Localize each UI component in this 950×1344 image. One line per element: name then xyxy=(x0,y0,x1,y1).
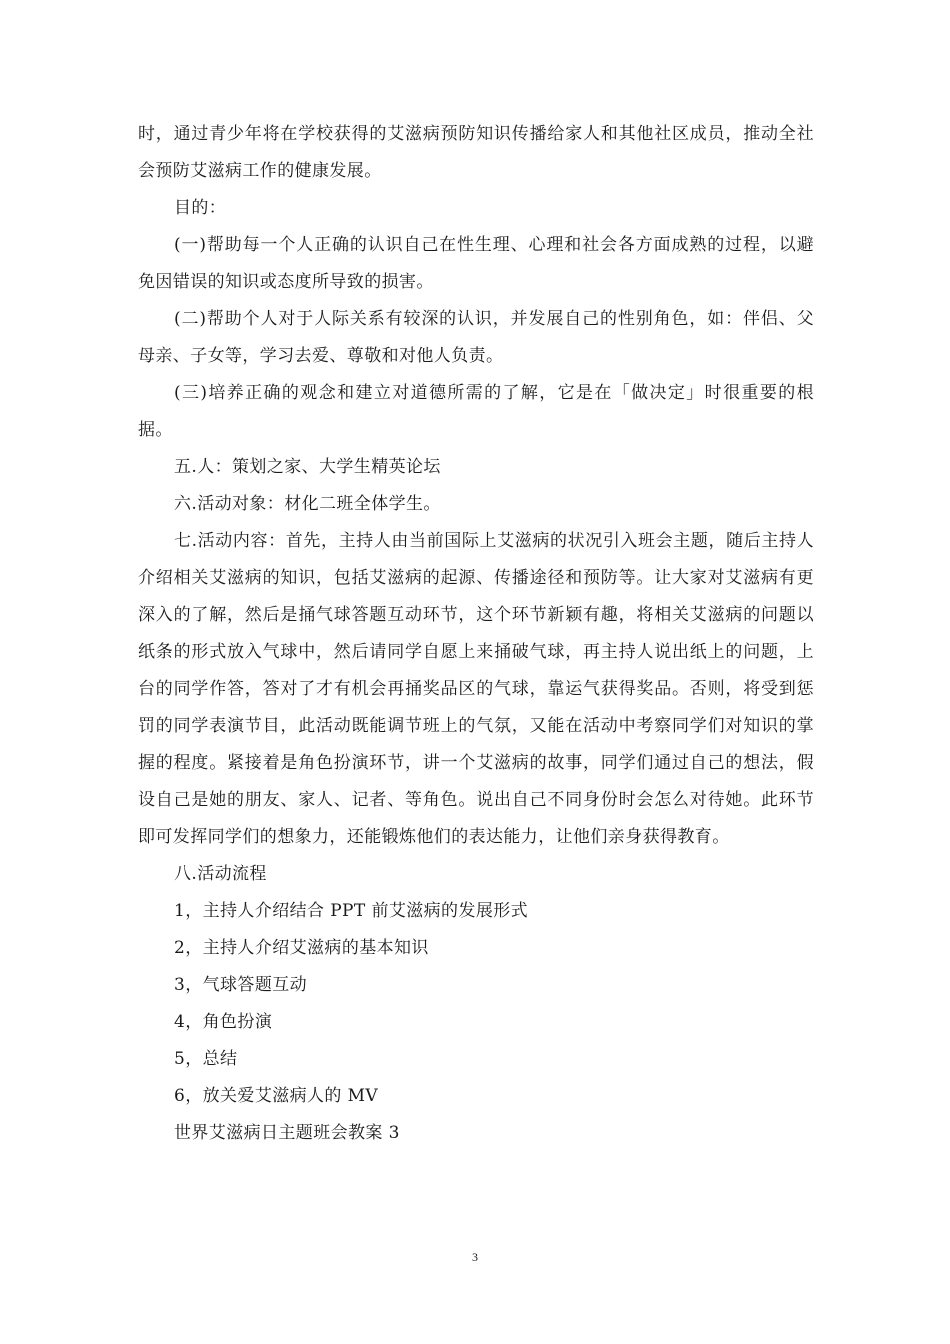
flow-step-5: 5，总结 xyxy=(174,1049,238,1069)
paragraph-section-eight: 八.活动流程 xyxy=(174,864,267,884)
paragraph-section-six: 六.活动对象：材化二班全体学生。 xyxy=(174,494,441,514)
paragraph-purpose-1: (一)帮助每一个人正确的认识自己在性生理、心理和社会各方面成熟的过程，以避免因错误的知识或态度所导致的损害。 xyxy=(138,235,814,292)
page-number: 3 xyxy=(472,1250,478,1264)
paragraph-purpose-heading: 目的： xyxy=(174,198,227,218)
flow-step-2: 2，主持人介绍艾滋病的基本知识 xyxy=(174,938,429,958)
document-body xyxy=(138,116,814,1152)
flow-step-4: 4，角色扮演 xyxy=(174,1012,273,1032)
paragraph-purpose-3: (三)培养正确的观念和建立对道德所需的了解，它是在「做决定」时很重要的根据。 xyxy=(138,383,814,440)
paragraph-continuation: 时，通过青少年将在学校获得的艾滋病预防知识传播给家人和其他社区成员，推动全社会预防艾滋病工作的健康发展。 xyxy=(138,124,814,181)
paragraph-section-seven: 七.活动内容：首先，主持人由当前国际上艾滋病的状况引入班会主题，随后主持人介绍相关艾滋病的知识，包括艾滋病的起源、传播途径和预防等。让大家对艾滋病有更深入的了解，然后是捅气球答题互动环节，这个环节新颖有趣，将相关艾滋病的问题以纸条的形式放入气球中，然后请同学自愿上来捅破气球，再主持人说出纸上的问题，上台的同学作答，答对了才有机会再捅奖品区的气球，靠运气获得奖品。否则，将受到惩罚的同学表演节目，此活动既能调节班上的气氛，又能在活动中考察同学们对知识的掌握的程度。紧接着是角色扮演环节，讲一个艾滋病的故事，同学们通过自己的想法，假设自己是她的朋友、家人、记者、等角色。说出自己不同身份时会怎么对待她。此环节即可发挥同学们的想象力，还能锻炼他们的表达能力，让他们亲身获得教育。 xyxy=(138,531,814,847)
next-section-title: 世界艾滋病日主题班会教案 3 xyxy=(174,1123,400,1143)
paragraph-purpose-2: (二)帮助个人对于人际关系有较深的认识，并发展自己的性别角色，如：伴侣、父母亲、子女等，学习去爱、尊敬和对他人负责。 xyxy=(138,309,814,366)
flow-step-1: 1，主持人介绍结合 PPT 前艾滋病的发展形式 xyxy=(174,901,529,921)
flow-step-6: 6，放关爱艾滋病人的 MV xyxy=(174,1086,379,1106)
flow-step-3: 3，气球答题互动 xyxy=(174,975,308,995)
paragraph-section-five: 五.人：策划之家、大学生精英论坛 xyxy=(174,457,441,477)
